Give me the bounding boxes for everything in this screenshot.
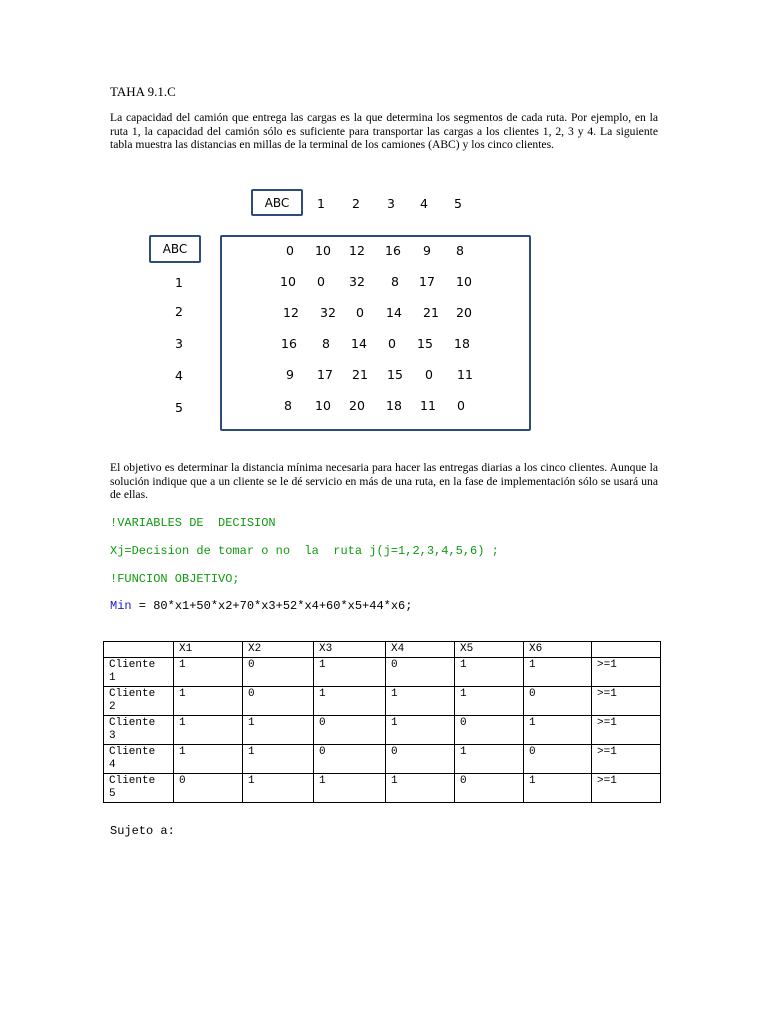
table-cell: Cliente 3	[104, 716, 174, 745]
table-header-cell: X6	[524, 642, 592, 658]
matrix-row-label: 2	[175, 304, 183, 319]
table-cell: 0	[524, 745, 592, 774]
table-header-cell: X4	[386, 642, 455, 658]
matrix-cell: 11	[420, 398, 436, 413]
matrix-cell: 20	[349, 398, 365, 413]
table-cell: Cliente 4	[104, 745, 174, 774]
code-keyword-min: Min	[110, 599, 132, 613]
matrix-cell: 16	[385, 243, 401, 258]
code-objective-expression: = 80*x1+50*x2+70*x3+52*x4+60*x5+44*x6;	[131, 599, 413, 613]
matrix-row-label: 3	[175, 336, 183, 351]
matrix-cell: 32	[349, 274, 365, 289]
table-cell: 1	[524, 716, 592, 745]
table-cell: 1	[314, 774, 386, 803]
matrix-cell: 15	[387, 367, 403, 382]
table-cell: >=1	[592, 658, 661, 687]
table-cell: 0	[386, 658, 455, 687]
table-header-cell: X2	[243, 642, 314, 658]
table-cell: >=1	[592, 745, 661, 774]
table-row	[104, 774, 661, 803]
matrix-cell: 18	[454, 336, 470, 351]
table-cell: >=1	[592, 716, 661, 745]
matrix-cell: 10	[456, 274, 472, 289]
matrix-cell: 0	[457, 398, 465, 413]
objective-paragraph: El objetivo es determinar la distancia mínima necesaria para hacer las entregas diarias a los cinco clientes. Aunque la solución indique que a un cliente se le dé servicio en más de una ruta, en la fase de implementación sólo se usará una de ellas.	[110, 461, 658, 502]
table-cell: 0	[314, 716, 386, 745]
table-cell: 1	[243, 774, 314, 803]
matrix-cell: 0	[286, 243, 294, 258]
table-cell: 1	[174, 687, 243, 716]
matrix-column-header: 1	[317, 196, 325, 211]
table-cell: 1	[386, 687, 455, 716]
matrix-cell: 10	[280, 274, 296, 289]
matrix-cell: 17	[317, 367, 333, 382]
matrix-cell: 11	[457, 367, 473, 382]
table-cell: 1	[243, 745, 314, 774]
table-row	[104, 687, 661, 716]
matrix-cell: 9	[286, 367, 294, 382]
table-header-cell: X1	[174, 642, 243, 658]
table-cell: Cliente 1	[104, 658, 174, 687]
table-cell: 0	[174, 774, 243, 803]
table-cell: 0	[314, 745, 386, 774]
table-cell: 1	[174, 716, 243, 745]
matrix-cell: 32	[320, 305, 336, 320]
table-header-cell: X5	[455, 642, 524, 658]
table-cell: 0	[243, 658, 314, 687]
table-cell: 1	[455, 745, 524, 774]
table-cell: 1	[314, 687, 386, 716]
matrix-row-label: ABC	[149, 235, 201, 263]
table-cell: 1	[386, 774, 455, 803]
matrix-cell: 8	[284, 398, 292, 413]
table-cell: >=1	[592, 774, 661, 803]
table-cell: 1	[174, 745, 243, 774]
matrix-cell: 17	[419, 274, 435, 289]
matrix-cell: 18	[386, 398, 402, 413]
table-cell: 0	[243, 687, 314, 716]
matrix-cell: 14	[351, 336, 367, 351]
table-row	[104, 745, 661, 774]
matrix-cell: 0	[356, 305, 364, 320]
constraints-label: Sujeto a:	[110, 824, 175, 838]
table-header-cell	[592, 642, 661, 658]
matrix-cell: 12	[283, 305, 299, 320]
table-cell: 1	[243, 716, 314, 745]
matrix-cell: 0	[388, 336, 396, 351]
code-variable-definition: Xj=Decision de tomar o no la ruta j(j=1,2,3,4,5,6) ;	[110, 544, 499, 558]
constraint-table	[103, 641, 661, 803]
matrix-cell: 0	[317, 274, 325, 289]
table-cell: 1	[524, 658, 592, 687]
matrix-row-label: 4	[175, 368, 183, 383]
code-comment-objective: !FUNCION OBJETIVO;	[110, 572, 240, 586]
matrix-cell: 21	[352, 367, 368, 382]
table-header-row	[104, 642, 661, 658]
matrix-column-header: 4	[420, 196, 428, 211]
table-cell: 0	[386, 745, 455, 774]
matrix-row-label: 5	[175, 400, 183, 415]
matrix-cell: 8	[456, 243, 464, 258]
matrix-cell: 10	[315, 243, 331, 258]
matrix-column-header: 2	[352, 196, 360, 211]
matrix-cell: 14	[386, 305, 402, 320]
table-cell: 0	[455, 716, 524, 745]
code-comment-variables: !VARIABLES DE DECISION	[110, 516, 276, 530]
distance-matrix-frame	[220, 235, 531, 431]
table-cell: 1	[524, 774, 592, 803]
table-cell: 1	[455, 687, 524, 716]
table-header-cell	[104, 642, 174, 658]
table-cell: 1	[174, 658, 243, 687]
matrix-cell: 8	[322, 336, 330, 351]
table-row	[104, 716, 661, 745]
table-cell: 1	[386, 716, 455, 745]
table-cell: 1	[314, 658, 386, 687]
matrix-cell: 21	[423, 305, 439, 320]
matrix-column-header: 5	[454, 196, 462, 211]
document-title: TAHA 9.1.C	[110, 84, 176, 99]
table-cell: Cliente 2	[104, 687, 174, 716]
matrix-cell: 12	[349, 243, 365, 258]
matrix-cell: 16	[281, 336, 297, 351]
table-cell: 0	[455, 774, 524, 803]
matrix-cell: 9	[423, 243, 431, 258]
table-cell: 1	[455, 658, 524, 687]
matrix-cell: 10	[315, 398, 331, 413]
table-cell: Cliente 5	[104, 774, 174, 803]
matrix-cell: 0	[425, 367, 433, 382]
matrix-cell: 8	[391, 274, 399, 289]
matrix-cell: 15	[417, 336, 433, 351]
intro-paragraph: La capacidad del camión que entrega las cargas es la que determina los segmentos de cada ruta. Por ejemplo, en la ruta 1, la capacidad del camión sólo es suficiente para transportar las cargas a los clientes 1, 2, 3 y 4. La siguiente tabla muestra las distancias en millas de la terminal de los camiones (ABC) y los cinco clientes.	[110, 111, 658, 152]
table-cell: >=1	[592, 687, 661, 716]
matrix-cell: 20	[456, 305, 472, 320]
table-header-cell: X3	[314, 642, 386, 658]
matrix-corner-label: ABC	[251, 189, 303, 216]
matrix-row-label: 1	[175, 275, 183, 290]
table-cell: 0	[524, 687, 592, 716]
code-objective-function	[110, 599, 412, 613]
table-row	[104, 658, 661, 687]
matrix-column-header: 3	[387, 196, 395, 211]
